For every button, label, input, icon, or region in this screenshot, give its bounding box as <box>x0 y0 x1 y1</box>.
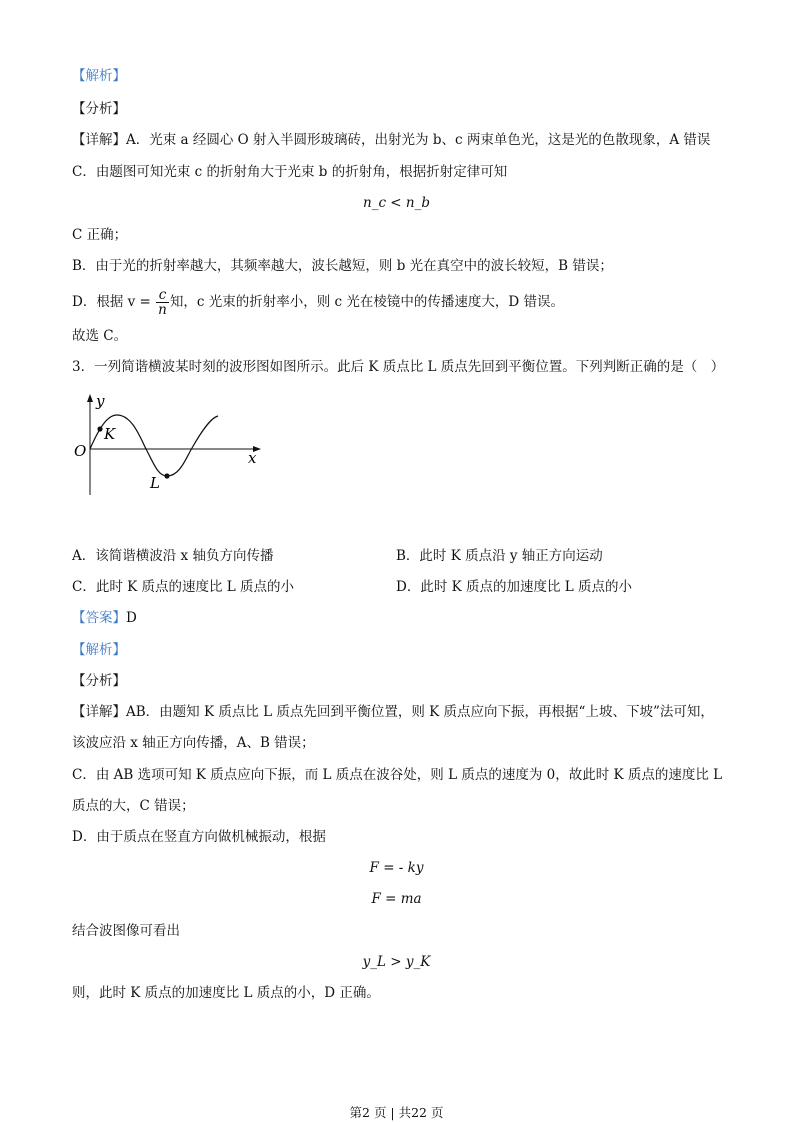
q3-fenxi-heading: 【分析】 <box>72 673 126 689</box>
q3-detail-2: 该波应沿 x 轴正方向传播，A、B 错误； <box>72 735 315 751</box>
point-k-label: K <box>104 425 116 443</box>
option-b: B．此时 K 质点沿 y 轴正方向运动 <box>396 548 603 564</box>
fenxi-heading: 【分析】 <box>72 101 126 117</box>
q3-detail-1-text: AB．由题知 K 质点比 L 质点先回到平衡位置，则 K 质点应向下振，再根据“上坡、下坡”法可知， <box>126 704 714 720</box>
detail-d-pre: D．根据 v = <box>72 294 151 310</box>
detail-tag: 【详解】 <box>72 132 126 148</box>
detail-line-c: C．由题图可知光束 c 的折射角大于光束 b 的折射角，根据折射定律可知 <box>72 164 508 180</box>
q3-detail-4: 质点的大，C 错误； <box>72 798 195 814</box>
q3-detail-1 <box>72 703 714 721</box>
point-l-label: L <box>150 474 160 492</box>
detail-text-a: A．光束 a 经圆心 O 射入半圆形玻璃砖，出射光为 b、c 两束单色光，这是光的色散现象，A 错误 <box>126 132 711 148</box>
q3-detail-6: 结合波图像可看出 <box>72 923 180 939</box>
formula-hooke: F = - ky <box>369 860 424 876</box>
fraction-numerator: c <box>156 288 169 303</box>
y-axis-arrow <box>87 394 93 402</box>
y-axis-label: y <box>96 392 105 410</box>
q3-detail-5: D．由于质点在竖直方向做机械振动，根据 <box>72 829 326 845</box>
q3-analysis-heading: 【解析】 <box>72 642 126 658</box>
formula-newton: F = ma <box>371 891 422 907</box>
formula-n: n_c < n_b <box>363 195 430 211</box>
detail-line-a <box>72 131 710 149</box>
conclusion-line: 故选 C。 <box>72 328 128 344</box>
q3-detail-7: 则，此时 K 质点的加速度比 L 质点的小，D 正确。 <box>72 985 380 1001</box>
option-a: A．该简谐横波沿 x 轴负方向传播 <box>72 548 274 564</box>
detail-line-c2: C 正确； <box>72 227 128 243</box>
question-3-stem: 3．一列简谐横波某时刻的波形图如图所示。此后 K 质点比 L 质点先回到平衡位置。下列判断正确的是（ ） <box>72 359 725 375</box>
x-axis-label: x <box>248 449 257 467</box>
formula-y-compare: y_L > y_K <box>362 954 431 970</box>
option-d: D．此时 K 质点的加速度比 L 质点的小 <box>396 579 633 595</box>
detail-d-post: 知，c 光束的折射率小，则 c 光在棱镜中的传播速度大，D 错误。 <box>169 294 564 310</box>
option-c: C．此时 K 质点的速度比 L 质点的小 <box>72 579 295 595</box>
origin-label: O <box>74 442 87 460</box>
analysis-heading: 【解析】 <box>72 68 126 84</box>
point-k-dot <box>97 426 102 431</box>
answer-value: D <box>126 610 137 626</box>
q3-detail-3: C．由 AB 选项可知 K 质点应向下振，而 L 质点在波谷处，则 L 质点的速度为 0，故此时 K 质点的速度比 L <box>72 767 723 783</box>
wave-figure <box>70 392 270 502</box>
fraction-denominator: n <box>158 302 167 318</box>
q3-detail-tag: 【详解】 <box>72 704 126 720</box>
detail-line-d <box>72 286 564 318</box>
answer-tag: 【答案】 <box>72 610 126 626</box>
answer-line <box>72 609 137 627</box>
page-footer: 第2 页 | 共22 页 <box>349 1105 444 1120</box>
fraction-c-over-n <box>156 288 169 317</box>
point-l-dot <box>164 473 169 478</box>
detail-line-b: B．由于光的折射率越大，其频率越大，波长越短，则 b 光在真空中的波长较短，B 错误； <box>72 258 613 274</box>
